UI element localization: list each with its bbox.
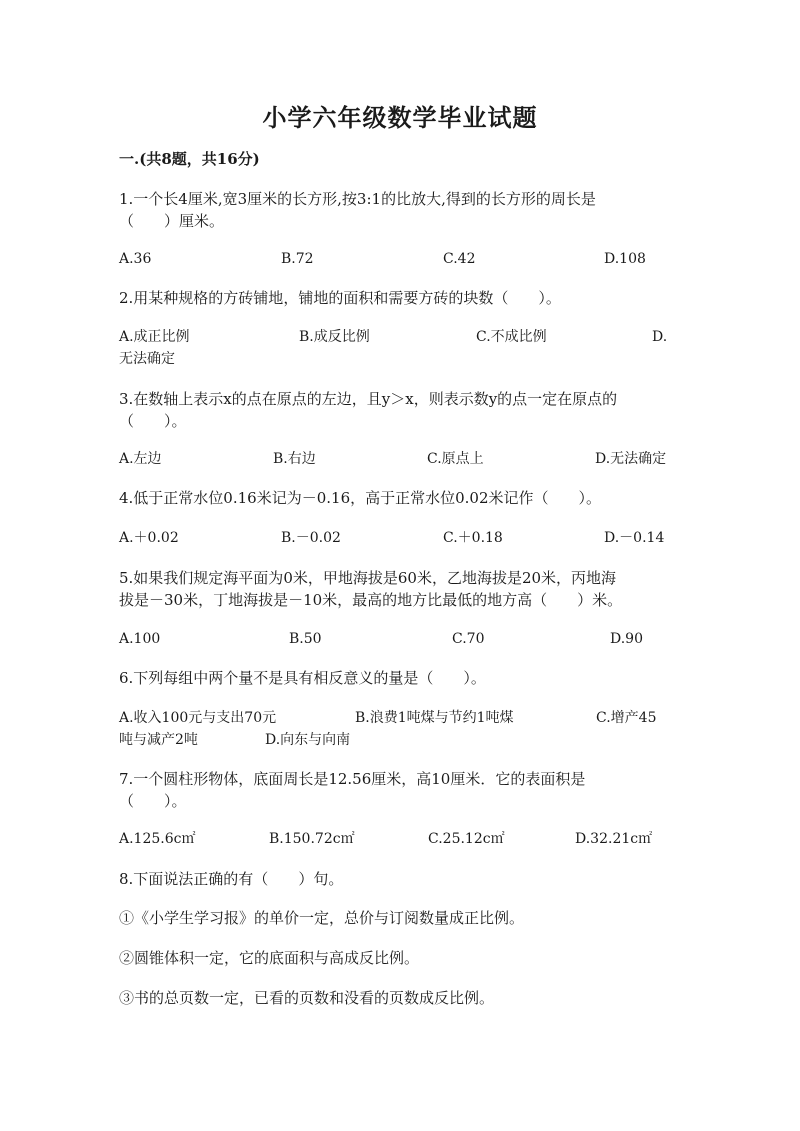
question-2-options [119, 326, 679, 348]
question-text-line: 1.一个长4厘米,宽3厘米的长方形,按3:1的比放大,得到的长方形的周长是 [119, 190, 596, 208]
option-d[interactable]: D.108 [604, 251, 646, 267]
option-c[interactable]: C.不成比例 [476, 329, 547, 345]
option-c-text[interactable]: 吨与减产2吨 [119, 732, 198, 748]
option-c[interactable]: C.42 [443, 251, 476, 267]
option-b[interactable]: B.72 [281, 251, 314, 267]
question-2 [119, 287, 679, 309]
option-a[interactable]: A.100 [119, 631, 161, 647]
question-text-line: 2.用某种规格的方砖铺地，铺地的面积和需要方砖的块数（ ）。 [119, 289, 561, 307]
option-a[interactable]: A.36 [119, 251, 152, 267]
page-title: 小学六年级数学毕业试题 [262, 103, 538, 132]
option-c[interactable]: C.原点上 [427, 451, 484, 467]
option-a[interactable]: A.左边 [119, 451, 162, 467]
question-5-options [119, 628, 679, 650]
statement-2: ②圆锥体积一定，它的底面积与高成反比例。 [119, 949, 420, 967]
statement-1: ①《小学生学习报》的单价一定，总价与订阅数量成正比例。 [119, 909, 525, 927]
option-a[interactable]: A.125.6c㎡ [119, 831, 196, 847]
question-6 [119, 667, 679, 689]
question-text-line: 5.如果我们规定海平面为0米，甲地海拔是60米，乙地海拔是20米，丙地海 [119, 569, 617, 587]
option-a[interactable]: A.成正比例 [119, 329, 190, 345]
option-c[interactable]: C.25.12c㎡ [428, 831, 505, 847]
question-6-options [119, 707, 679, 729]
option-d[interactable]: D. [652, 329, 668, 345]
option-c[interactable]: C.＋0.18 [443, 530, 503, 546]
option-b[interactable]: B.－0.02 [281, 530, 341, 546]
question-8 [119, 868, 679, 890]
question-text-line: （ ）厘米。 [119, 212, 225, 230]
option-b[interactable]: B.150.72c㎡ [269, 831, 355, 847]
question-7-options [119, 828, 679, 850]
option-b[interactable]: B.右边 [273, 451, 316, 467]
question-text-line: 7.一个圆柱形物体，底面周长是12.56厘米，高10厘米．它的表面积是 [119, 770, 586, 788]
option-a[interactable]: A.＋0.02 [119, 530, 179, 546]
option-d[interactable]: D.32.21c㎡ [575, 831, 653, 847]
option-b[interactable]: B.50 [289, 631, 322, 647]
option-b[interactable]: B.浪费1吨煤与节约1吨煤 [355, 710, 514, 726]
section-heading: 一.(共8题，共16分) [119, 150, 260, 168]
question-text-line: 拔是－30米，丁地海拔是－10米，最高的地方比最低的地方高（ ）米。 [119, 591, 623, 609]
question-text-line: （ ）。 [119, 412, 187, 430]
question-text-line: （ ）。 [119, 792, 187, 810]
option-d[interactable]: D.无法确定 [595, 451, 667, 467]
option-c[interactable]: C.70 [452, 631, 485, 647]
question-4-options [119, 527, 679, 549]
option-b[interactable]: B.成反比例 [299, 329, 370, 345]
question-3 [119, 388, 679, 432]
question-4 [119, 487, 679, 509]
question-3-options [119, 448, 679, 470]
option-d-text[interactable]: 无法确定 [119, 351, 175, 367]
question-1-options [119, 248, 679, 270]
option-a[interactable]: A.收入100元与支出70元 [119, 710, 277, 726]
option-c[interactable]: C.增产45 [596, 710, 657, 726]
question-text-line: 4.低于正常水位0.16米记为－0.16，高于正常水位0.02米记作（ ）。 [119, 489, 602, 507]
option-d[interactable]: D.－0.14 [604, 530, 665, 546]
question-text-line: 8.下面说法正确的有（ ）句。 [119, 870, 344, 888]
question-5 [119, 567, 679, 611]
question-text-line: 6.下列每组中两个量不是具有相反意义的量是（ ）。 [119, 669, 486, 687]
question-1 [119, 188, 679, 232]
question-text-line: 3.在数轴上表示x的点在原点的左边，且y＞x，则表示数y的点一定在原点的 [119, 390, 618, 408]
statement-3: ③书的总页数一定，已看的页数和没看的页数成反比例。 [119, 989, 495, 1007]
question-7 [119, 768, 679, 812]
option-d[interactable]: D.向东与向南 [265, 732, 351, 748]
option-d[interactable]: D.90 [610, 631, 643, 647]
